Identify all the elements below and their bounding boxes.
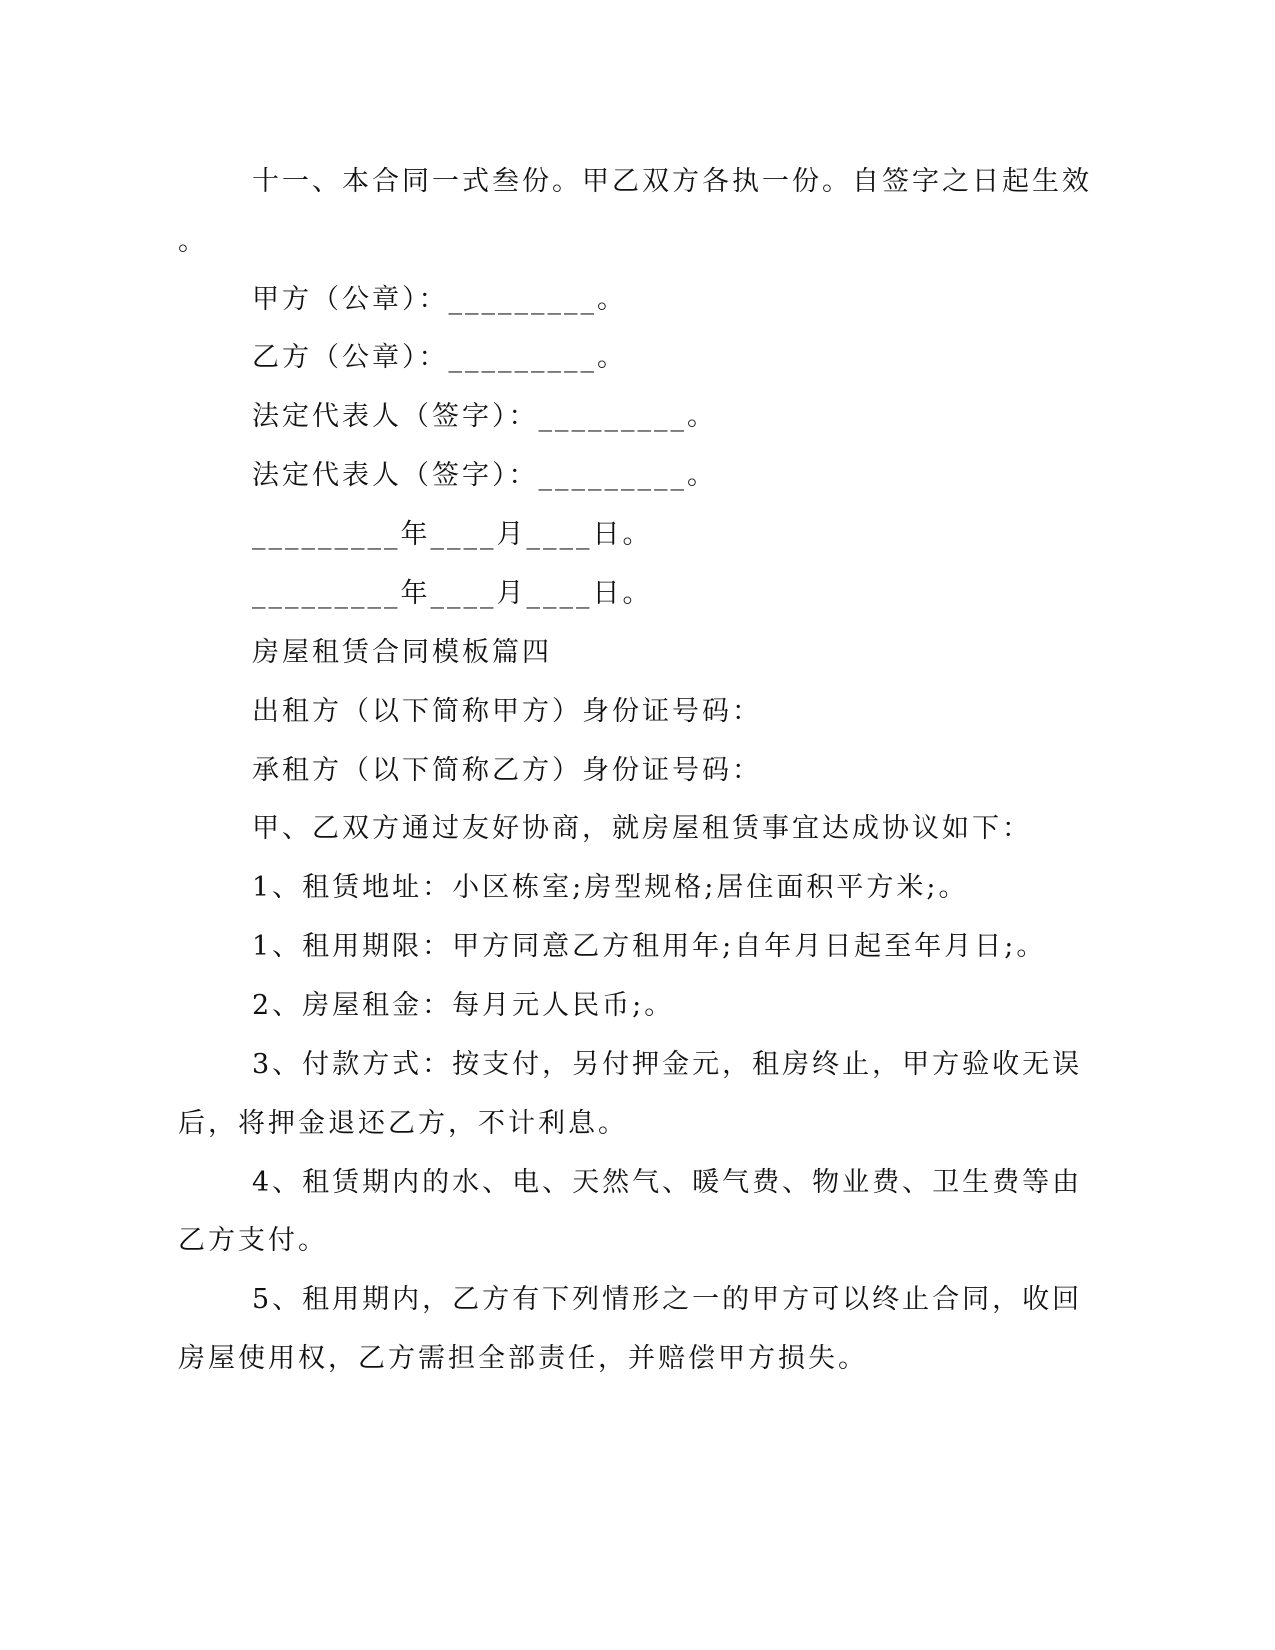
clause-termination: 5、租用期内，乙方有下列情形之一的甲方可以终止合同，收回 — [252, 1284, 1083, 1315]
clause-utilities-continued: 乙方支付。 — [178, 1225, 328, 1256]
clause-eleven: 十一、本合同一式叁份。甲乙双方各执一份。自签字之日起生效 — [252, 166, 1092, 197]
clause-termination-continued: 房屋使用权，乙方需担全部责任，并赔偿甲方损失。 — [178, 1343, 868, 1374]
legal-rep-signature-line-1: 法定代表人（签字）：_________。 — [252, 401, 717, 432]
lessee-id-line: 承租方（以下简称乙方）身份证号码： — [252, 755, 762, 786]
section-heading: 房屋租赁合同模板篇四 — [252, 637, 552, 668]
clause-address: 1、租赁地址：小区栋室;房型规格;居住面积平方米;。 — [252, 872, 969, 903]
clause-utilities: 4、租赁期内的水、电、天然气、暖气费、物业费、卫生费等由 — [252, 1167, 1083, 1198]
agreement-intro: 甲、乙双方通过友好协商，就房屋租赁事宜达成协议如下： — [252, 813, 1032, 844]
lessor-id-line: 出租方（以下简称甲方）身份证号码： — [252, 696, 762, 727]
clause-eleven-continued: 。 — [178, 226, 208, 257]
clause-payment: 3、付款方式：按支付，另付押金元，租房终止，甲方验收无误 — [252, 1049, 1083, 1080]
date-line-2: _________年____月____日。 — [252, 578, 653, 609]
party-b-seal-line: 乙方（公章）：_________。 — [252, 342, 627, 373]
legal-rep-signature-line-2: 法定代表人（签字）：_________。 — [252, 460, 717, 491]
party-a-seal-line: 甲方（公章）：_________。 — [252, 284, 627, 315]
clause-payment-continued: 后，将押金退还乙方，不计利息。 — [178, 1108, 628, 1139]
clause-rent: 2、房屋租金：每月元人民币;。 — [252, 990, 675, 1021]
clause-term: 1、租用期限：甲方同意乙方租用年;自年月日起至年月日;。 — [252, 931, 1047, 962]
date-line-1: _________年____月____日。 — [252, 519, 653, 550]
